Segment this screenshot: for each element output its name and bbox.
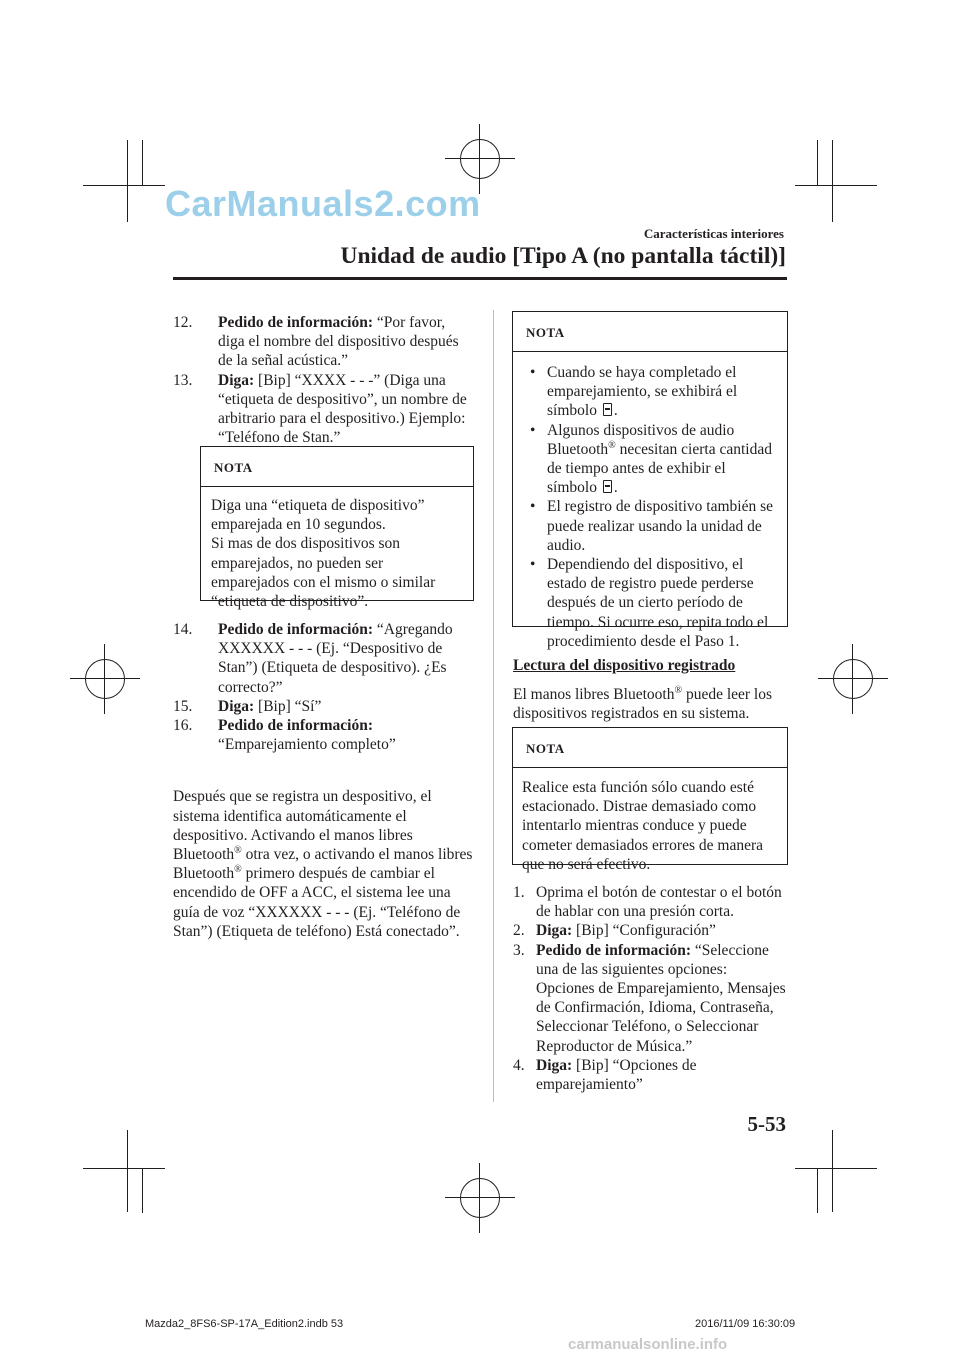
step-label: Diga: bbox=[536, 922, 573, 940]
paragraph-text: puede leer los dispositivos registrados en su sistema. bbox=[513, 686, 773, 723]
crop-mark bbox=[127, 140, 128, 222]
bullet-text: Dependiendo del dispositivo, el estado de registro puede perderse después de un cierto período de tiempo. Si ocurre eso, repita todo el procedimiento desde el Paso 1. bbox=[547, 556, 769, 650]
bullet-text: Algunos dispositivos de audio Bluetooth bbox=[547, 421, 735, 458]
bullet-text: . bbox=[613, 402, 618, 420]
section-heading: Lectura del dispositivo registrado bbox=[513, 657, 736, 674]
note-body bbox=[201, 487, 473, 623]
bullet-dot: • bbox=[530, 498, 536, 516]
intro-paragraph bbox=[513, 685, 788, 723]
crop-mark bbox=[795, 1168, 877, 1169]
step-text: [Bip] “Configuración” bbox=[572, 922, 716, 940]
crop-mark bbox=[832, 140, 833, 222]
step-label: Diga: bbox=[536, 1056, 573, 1074]
left-column bbox=[173, 313, 473, 447]
step-number: 13. bbox=[173, 371, 193, 389]
note-box-reading bbox=[512, 727, 788, 873]
paragraph-text: El manos libres Bluetooth bbox=[513, 686, 675, 704]
note-bullet bbox=[519, 363, 777, 421]
note-bullet bbox=[519, 497, 777, 555]
step-label: Pedido de información: bbox=[536, 941, 691, 959]
step-label: Pedido de información: bbox=[218, 314, 373, 331]
step-13 bbox=[173, 371, 473, 448]
note-body bbox=[513, 768, 787, 886]
step-text: “Emparejamiento completo” bbox=[218, 736, 396, 754]
bullet-text: . bbox=[613, 479, 618, 497]
crop-mark bbox=[142, 1168, 143, 1213]
registered-mark: ® bbox=[234, 844, 242, 856]
footer-timestamp: 2016/11/09 16:30:09 bbox=[695, 1318, 796, 1330]
right-column-text bbox=[513, 656, 788, 724]
registration-mark bbox=[70, 644, 140, 714]
bullet-text: El registro de dispositivo también se puede realizar usando la unidad de audio. bbox=[547, 498, 774, 554]
note-box-pairing bbox=[512, 311, 788, 650]
registered-mark: ® bbox=[608, 439, 616, 451]
page-number: 5-53 bbox=[747, 1112, 786, 1136]
bullet-text: Cuando se haya completado el emparejamiento, se exhibirá el símbolo bbox=[547, 364, 738, 420]
note-text: Si mas de dos dispositivos son emparejados, no pueden ser emparejados con el mismo o similar “etiqueta de dispositivo”. bbox=[211, 535, 436, 611]
crop-mark bbox=[127, 1130, 128, 1212]
note-bullet bbox=[519, 421, 777, 498]
bluetooth-icon bbox=[603, 480, 612, 493]
step-12 bbox=[173, 313, 473, 371]
step-label: Pedido de información: bbox=[218, 717, 373, 735]
paragraph-text: otra vez, o activando el manos libres Bluetooth bbox=[173, 846, 473, 883]
watermark-logo[interactable]: CarManuals2.com bbox=[165, 183, 481, 224]
note-text: Realice esta función sólo cuando esté estacionado. Distrae demasiado como intentarlo mientras conduce y puede cometer demasiados errores de manera que no será efectivo. bbox=[522, 779, 763, 873]
note-bullet bbox=[519, 555, 777, 651]
bullet-dot: • bbox=[530, 556, 536, 574]
bluetooth-icon bbox=[603, 403, 612, 416]
step-number: 2. bbox=[513, 922, 525, 940]
step-2 bbox=[513, 921, 788, 940]
step-text: [Bip] “XXXX - - -” (Diga una “etiqueta de despositivo”, un nombre de arbitrario para el despositivo.) Ejemplo: “Teléfono de Stan.” bbox=[218, 371, 467, 447]
crop-mark bbox=[832, 1130, 833, 1212]
crop-mark bbox=[83, 1168, 165, 1169]
step-text: Oprima el botón de contestar o el botón de hablar con una presión corta. bbox=[536, 884, 782, 921]
crop-mark bbox=[142, 140, 143, 185]
bullet-text: necesitan cierta cantidad de tiempo antes de exhibir el símbolo bbox=[547, 440, 772, 497]
bullet-dot: • bbox=[530, 421, 536, 439]
right-steps bbox=[513, 883, 788, 1094]
chapter-title: Unidad de audio [Tipo A (no pantalla táctil)] bbox=[340, 243, 786, 269]
step-number: 15. bbox=[173, 697, 193, 715]
registered-mark: ® bbox=[674, 685, 683, 697]
step-number: 4. bbox=[513, 1056, 525, 1074]
registration-mark bbox=[818, 644, 888, 714]
paragraph-text: Después que se registra un despositivo, el sistema identifica automáticamente el despositivo. Activando el manos libres Bluetooth bbox=[173, 788, 432, 864]
step-14 bbox=[173, 620, 473, 697]
step-label: Diga: bbox=[218, 697, 255, 715]
registered-mark: ® bbox=[234, 864, 242, 876]
step-number: 1. bbox=[513, 884, 525, 901]
step-text: “Por favor, diga el nombre del dispositivo después de la señal acústica.” bbox=[218, 314, 459, 370]
header-rule bbox=[173, 277, 787, 280]
step-text: “Seleccione una de las siguientes opciones: Opciones de Emparejamiento, Mensajes de Confirmación, Idioma, Contraseña, Seleccionar Teléfono, o Seleccionar Reproductor de Música.” bbox=[536, 941, 786, 1055]
step-16 bbox=[173, 716, 473, 754]
crop-mark bbox=[817, 1168, 818, 1213]
step-number: 14. bbox=[173, 621, 193, 638]
crop-mark bbox=[817, 140, 818, 185]
step-4 bbox=[513, 1056, 788, 1094]
note-title: NOTA bbox=[513, 312, 787, 352]
step-label: Diga: bbox=[218, 371, 255, 389]
paragraph-text: primero después de cambiar el encendido de OFF a ACC, el sistema lee una guía de voz “XXXXXX - - - (Ej. “Teléfono de Stan”) (Etiqueta de teléfono) Está conectado”. bbox=[173, 865, 461, 940]
step-number: 12. bbox=[173, 314, 193, 331]
crop-mark bbox=[795, 185, 877, 186]
step-number: 3. bbox=[513, 941, 525, 959]
note-title: NOTA bbox=[513, 728, 787, 768]
note-title: NOTA bbox=[201, 447, 473, 487]
step-number: 16. bbox=[173, 717, 193, 735]
step-text: “Agregando XXXXXX - - - (Ej. “Despositivo de Stan”) (Etiqueta de despositivo). ¿Es correcto?” bbox=[218, 621, 453, 696]
footer-file-name: Mazda2_8FS6-SP-17A_Edition2.indb 53 bbox=[145, 1318, 344, 1330]
step-1 bbox=[513, 883, 788, 921]
step-text: [Bip] “Sí” bbox=[254, 697, 322, 715]
watermark-footer[interactable]: carmanualsonline.info bbox=[568, 1336, 728, 1353]
left-column-continued bbox=[173, 620, 473, 941]
bullet-dot: • bbox=[530, 364, 536, 381]
step-text: [Bip] “Opciones de emparejamiento” bbox=[536, 1056, 697, 1094]
column-divider bbox=[493, 310, 494, 1102]
step-3 bbox=[513, 941, 788, 1056]
note-text: Diga una “etiqueta de dispositivo” emparejada en 10 segundos. bbox=[211, 497, 425, 534]
step-label: Pedido de información: bbox=[218, 621, 373, 638]
crop-mark bbox=[83, 185, 165, 186]
note-body bbox=[513, 352, 787, 663]
step-15 bbox=[173, 697, 473, 716]
note-box bbox=[200, 446, 474, 611]
body-paragraph bbox=[173, 787, 473, 941]
registration-mark bbox=[445, 1163, 515, 1233]
section-name: Características interiores bbox=[643, 226, 784, 241]
